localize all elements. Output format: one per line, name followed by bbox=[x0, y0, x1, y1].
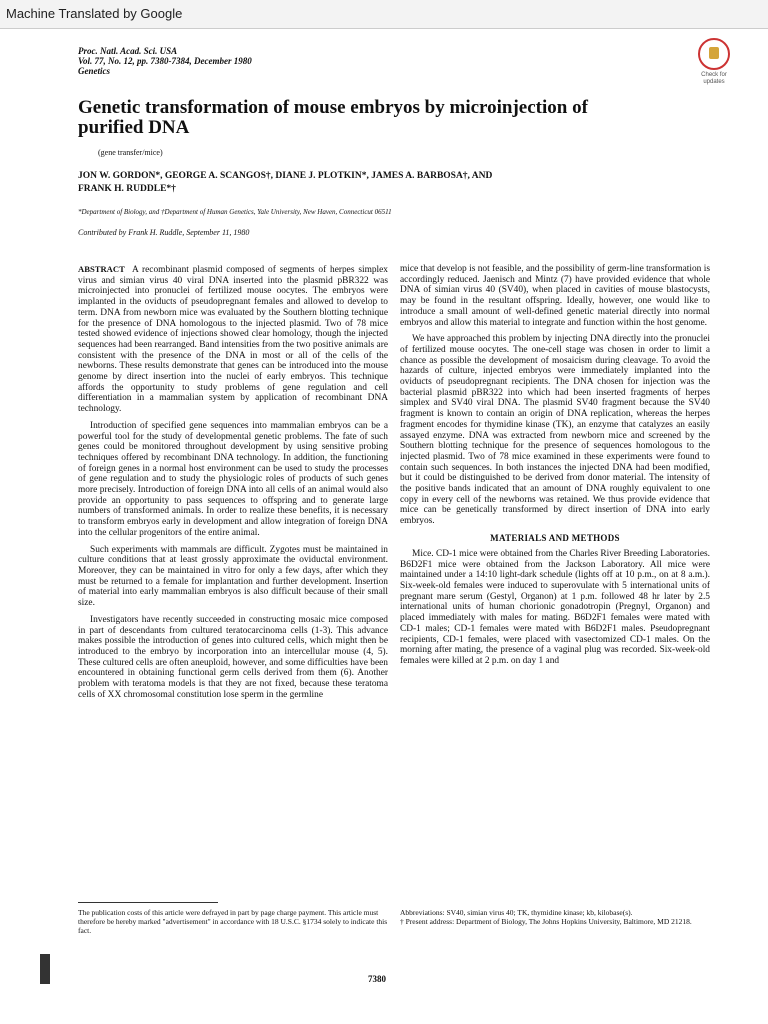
authors-line-2: FRANK H. RUDDLE*† bbox=[78, 184, 176, 194]
journal-name: Proc. Natl. Acad. Sci. USA bbox=[78, 46, 178, 56]
intro-paragraph-2: Such experiments with mammals are difficult. Zygotes must be maintained in culture conditions that at least grossly approximate the oviductal environment. Moreover, they can be maintained in vitro for only a few days, after which they must be returned to a female for implantation and further development. Insertion of material into early mammalian embryos is also difficult because of their small size. bbox=[78, 544, 388, 609]
paper-title bbox=[78, 98, 678, 138]
margin-mark bbox=[40, 954, 50, 984]
footnote-divider bbox=[78, 902, 218, 903]
contributed-by: Contributed by Frank H. Ruddle, September 11, 1980 bbox=[78, 228, 250, 237]
footnote-right bbox=[400, 908, 710, 926]
journal-header bbox=[78, 46, 252, 76]
journal-section: Genetics bbox=[78, 66, 110, 76]
bookmark-icon bbox=[698, 38, 730, 70]
right-paragraph-1: mice that develop is not feasible, and the possibility of germ-line transformation is accordingly reduced. Jaenisch and Mintz (7) have provided evidence that whole DNA of simian virus 40 (SV40), when placed in cavities of mouse blastocysts, may be found in the resultant offspring. Ideally, however, one would like to introduce a small amount of well-defined genetic material directly into normal embryos and allow this material to integrate and function within the host genome. bbox=[400, 264, 710, 328]
paper-page bbox=[0, 28, 768, 1024]
intro-paragraph-3: Investigators have recently succeeded in constructing mosaic mice composed in part of descendants from cultured teratocarcinoma cells (1-3). This advance makes possible the introduction of genes into cultured cells, which might then be introduced to the embryo by incorporation into an intercellular mouse (4, 5). These cultured cells are often aneuploid, however, and some difficulties have been encountered in obtaining functional germ cells derived from them (6). Another problem with teratoma models is that they are not fixed, because these teratoma cells of XX chromosomal constitution lose sperm in the germline bbox=[78, 614, 388, 700]
methods-paragraph: Mice. CD-1 mice were obtained from the Charles River Breeding Laboratories. B6D2F1 mice were obtained from the Jackson Laboratory. All mice were maintained under a 14:10 light-dark schedule (lights off at 10 p.m., on at 8 a.m.). Six-week-old females were induced to superovulate with 5 international units of pregnant mare serum (Gestyl, Organon) at 1 p.m. followed 48 hr later by 2.5 international units of human chorionic gonadotropin (Pregnyl, Organon) and placed immediately with males for mating. B6D2F1 females were mated with CD-1 males; CD-1 females were mated with B6D2F1 males. Pseudopregnant recipients, CD-1 females, were placed with vasectomized CD-1 males. On the morning after mating, the presence of a vaginal plug was recorded. Six-week-old females were killed at 2 p.m. on day 1 and bbox=[400, 548, 710, 666]
title-line-1: Genetic transformation of mouse embryos by microinjection of bbox=[78, 97, 588, 118]
right-paragraph-2: We have approached this problem by injecting DNA directly into the pronuclei of fertilized mouse oocytes. The one-cell stage was chosen in order to limit a chance as possible the development of mosaicism during cleavage. To avoid the hazards of culture, injected embryos were immediately implanted into the oviducts of pseudopregnant recipients. The DNA chosen for injection was the bacterial plasmid pBR322 into which had been inserted fragments of herpes simplex and SV40 viral DNA. The plasmid SV40 fragment because the SV40 fragment is known to contain an origin of DNA replication, whereas the herpes fragment encodes for thymidine kinase (TK), an enzyme that catalyzes an easily assayed enzyme. DNA was extracted from newborn mice and screened by the Southern blotting technique for the presence of sequences homologous to the injected plasmid. Two of 78 mice examined in these experiments were found to contain such sequences. In both instances the injected DNA had been modified, but it could be distinguished to be derived from donor material. The intensity of the positive bands indicated that an amount of DNA roughly equivalent to one copy in every cell of the newborns was retained. We thus provide evidence that mice can be genetically transformed by direct insertion of DNA into early embryos. bbox=[400, 334, 710, 527]
right-column bbox=[400, 264, 710, 673]
journal-volume: Vol. 77, No. 12, pp. 7380-7384, December 1980 bbox=[78, 56, 252, 66]
page-number: 7380 bbox=[368, 974, 386, 984]
translation-banner-label: Machine Translated by Google bbox=[6, 6, 183, 21]
intro-paragraph-1: Introduction of specified gene sequences into mammalian embryos can be a powerful tool for the study of developmental genetic problems. The fate of such genes could be monitored throughout development by using sensitive probing techniques offered by recombinant DNA technology. In addition, the functioning of foreign genes in a normal host environment can be used to study the processes of gene regulation and to study the physiologic roles of products of such genes more precisely. Introduction of foreign DNA into all cells of an animal would also provide an opportunity to pass sequences to offspring and to generate large numbers of transformed animals. In order to realize these benefits, it is necessary to transform embryos early in development and allow integration of foreign DNA into the cellular progenitors of the entire animal. bbox=[78, 420, 388, 538]
check-for-updates-badge[interactable] bbox=[693, 38, 735, 86]
keywords: (gene transfer/mice) bbox=[98, 148, 163, 157]
title-line-2: purified DNA bbox=[78, 117, 190, 138]
affiliation: *Department of Biology, and †Department of Human Genetics, Yale University, New Haven, Connecticut 06511 bbox=[78, 208, 392, 216]
footnote-abbreviations: Abbreviations: SV40, simian virus 40; TK, thymidine kinase; kb, kilobase(s). bbox=[400, 908, 633, 917]
section-heading: MATERIALS AND METHODS bbox=[490, 532, 620, 543]
authors-line-1: JON W. GORDON*, GEORGE A. SCANGOS†, DIANE J. PLOTKIN*, JAMES A. BARBOSA†, AND bbox=[78, 171, 493, 181]
left-column bbox=[78, 264, 388, 706]
footnote-left: The publication costs of this article were defrayed in part by page charge payment. This article must therefore be hereby marked "advertisement" in accordance with 18 U.S.C. §1734 solely to indicate this fact. bbox=[78, 908, 388, 935]
abstract-label: ABSTRACT bbox=[78, 264, 125, 274]
footnote-address: † Present address: Department of Biology, The Johns Hopkins University, Baltimore, MD 21218. bbox=[400, 917, 692, 926]
authors bbox=[78, 170, 678, 196]
badge-caption: Check for updates bbox=[701, 72, 727, 85]
translation-banner bbox=[0, 0, 768, 29]
abstract bbox=[78, 264, 388, 415]
abstract-text: A recombinant plasmid composed of segments of herpes simplex virus and simian virus 40 viral DNA inserted into the plasmid pBR322 was microinjected into pronuclei of fertilized mouse oocytes. The embryos were implanted in the oviducts of pseudopregnant females and allowed to develop to term. DNA from newborn mice was evaluated by the Southern blotting technique for the presence of DNA homologous to the injected plasmid. Two of 78 mice tested showed evidence of injections showed clear homology, though the injected sequences had been rearranged. Band intensities from the two positive animals are consistent with the presence of the DNA in most or all of the cells of the newborns. These results demonstrate that genes can be introduced into the mouse genome by direct insertion into the nuclei of early embryos. This technique affords the opportunity to study problems of gene regulation and cell differentiation in a mammalian system by application of recombinant DNA technology. bbox=[78, 265, 388, 415]
